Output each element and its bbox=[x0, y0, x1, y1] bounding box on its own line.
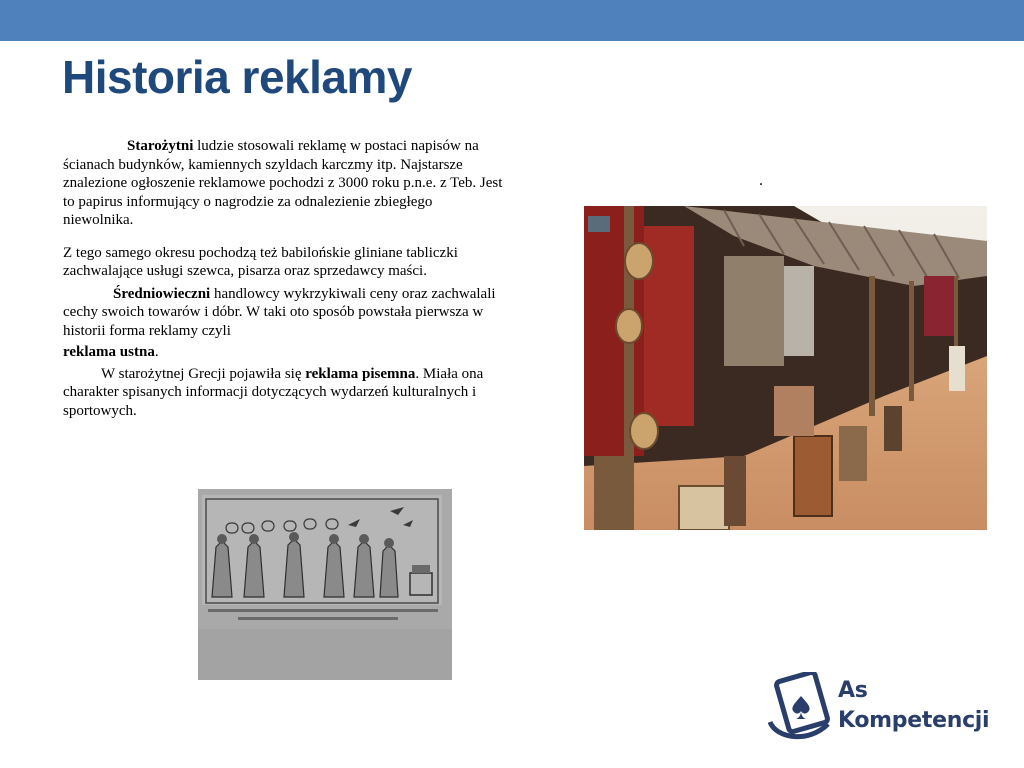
egyptian-relief-photo bbox=[198, 489, 452, 680]
text-medieval: handlowcy wykrzykiwali ceny oraz zachwalali cechy swoich towarów i dóbr. W taki oto sposób powstała pierwsza w historii forma reklamy czyli bbox=[63, 285, 496, 339]
text-greece-start: W starożytnej Grecji pojawiła się bbox=[101, 365, 306, 382]
paragraph-babylon: Z tego samego okresu pochodzą też babilońskie gliniane tabliczki zachwalające usługi szewca, pisarza oraz sprzedawcy maści. bbox=[63, 244, 458, 279]
bold-medieval: Średniowieczni bbox=[113, 285, 211, 302]
logo-text-as: As bbox=[838, 678, 868, 703]
paragraph-greece bbox=[63, 365, 503, 421]
slide-body-text bbox=[63, 137, 503, 420]
paragraph-ancient bbox=[63, 137, 503, 230]
bold-ancient: Starożytni bbox=[127, 138, 194, 154]
stray-dot: . bbox=[759, 172, 763, 189]
paragraph-oral-ad bbox=[63, 343, 503, 362]
text-oral-ad-end: . bbox=[154, 344, 159, 360]
slide-title: Historia reklamy bbox=[62, 51, 412, 103]
market-stall-photo bbox=[584, 206, 987, 530]
paragraph-medieval bbox=[63, 285, 503, 341]
text-ancient: ludzie stosowali reklamę w postaci napisów na ścianach budynków, kamiennych szyldach karczmy itp. Najstarsze znalezione ogłoszenie reklamowe pochodzi z 3000 roku p.n.e. z Teb. Jest to papirus informujący o nagrodzie za odnalezienie zbiegłego niewolnika. bbox=[63, 138, 503, 228]
bold-oral-ad: reklama ustna bbox=[63, 344, 155, 360]
top-accent-bar bbox=[0, 0, 1024, 41]
logo-text-kompetencji: Kompetencji bbox=[838, 708, 990, 733]
text-greece-rest: . Miała ona charakter spisanych informacji dotyczących wydarzeń kulturalnych i sportowych. bbox=[63, 365, 484, 419]
bold-written-ad: reklama pisemna bbox=[305, 365, 416, 382]
spade-card-icon bbox=[768, 672, 834, 744]
